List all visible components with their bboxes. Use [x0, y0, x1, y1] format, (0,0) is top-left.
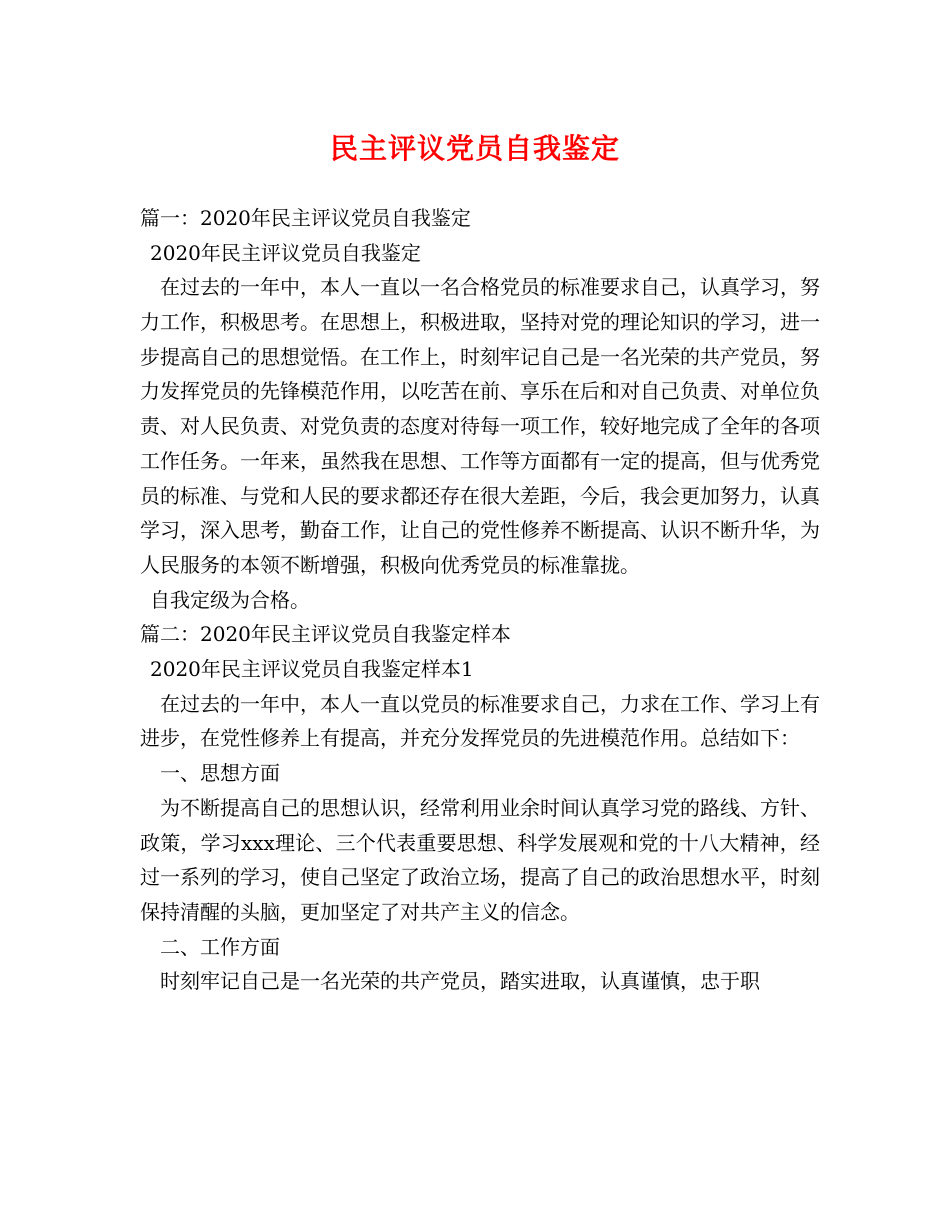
paragraph-3: 为不断提高自己的思想认识，经常利用业余时间认真学习党的路线、方针、政策，学习xxx理论、三个代表重要思想、科学发展观和党的十八大精神，经过一系列的学习，使自己坚定了政治立场，提高了自己的政治思想水平，时刻保持清醒的头脑，更加坚定了对共产主义的信念。 — [140, 795, 820, 924]
paragraph-4: 时刻牢记自己是一名光荣的共产党员，踏实进取，认真谨慎，忠于职 — [160, 969, 760, 994]
self-rating: 自我定级为合格。 — [150, 587, 310, 612]
paragraph-2: 在过去的一年中，本人一直以党员的标准要求自己，力求在工作、学习上有进步，在党性修养上有提高，并充分发挥党员的先进模范作用。总结如下： — [140, 691, 820, 751]
paragraph-1: 在过去的一年中，本人一直以一名合格党员的标准要求自己，认真学习，努力工作，积极思考。在思想上，积极进取，坚持对党的理论知识的学习，进一步提高自己的思想觉悟。在工作上，时刻牢记自己是一名光荣的共产党员，努力发挥党员的先锋模范作用，以吃苦在前、享乐在后和对自己负责、对单位负责、对人民负责、对党负责的态度对待每一项工作，较好地完成了全年的各项工作任务。一年来，虽然我在思想、工作等方面都有一定的提高，但与优秀党员的标准、与党和人民的要求都还存在很大差距，今后，我会更加努力，认真学习，深入思考，勤奋工作，让自己的党性修养不断提高、认识不断升华，为人民服务的本领不断增强，积极向优秀党员的标准靠拢。 — [140, 275, 820, 577]
section-heading-2: 篇二：2020年民主评议党员自我鉴定样本 — [140, 622, 511, 647]
section-title-thought: 一、思想方面 — [160, 761, 280, 786]
document-title: 民主评议党员自我鉴定 — [329, 132, 620, 165]
section-title-work: 二、工作方面 — [160, 934, 280, 959]
section-heading-1: 篇一：2020年民主评议党员自我鉴定 — [140, 206, 471, 230]
document-body — [140, 201, 820, 999]
section-subheading-1: 2020年民主评议党员自我鉴定 — [150, 240, 421, 265]
section-subheading-2: 2020年民主评议党员自我鉴定样本1 — [150, 657, 474, 682]
